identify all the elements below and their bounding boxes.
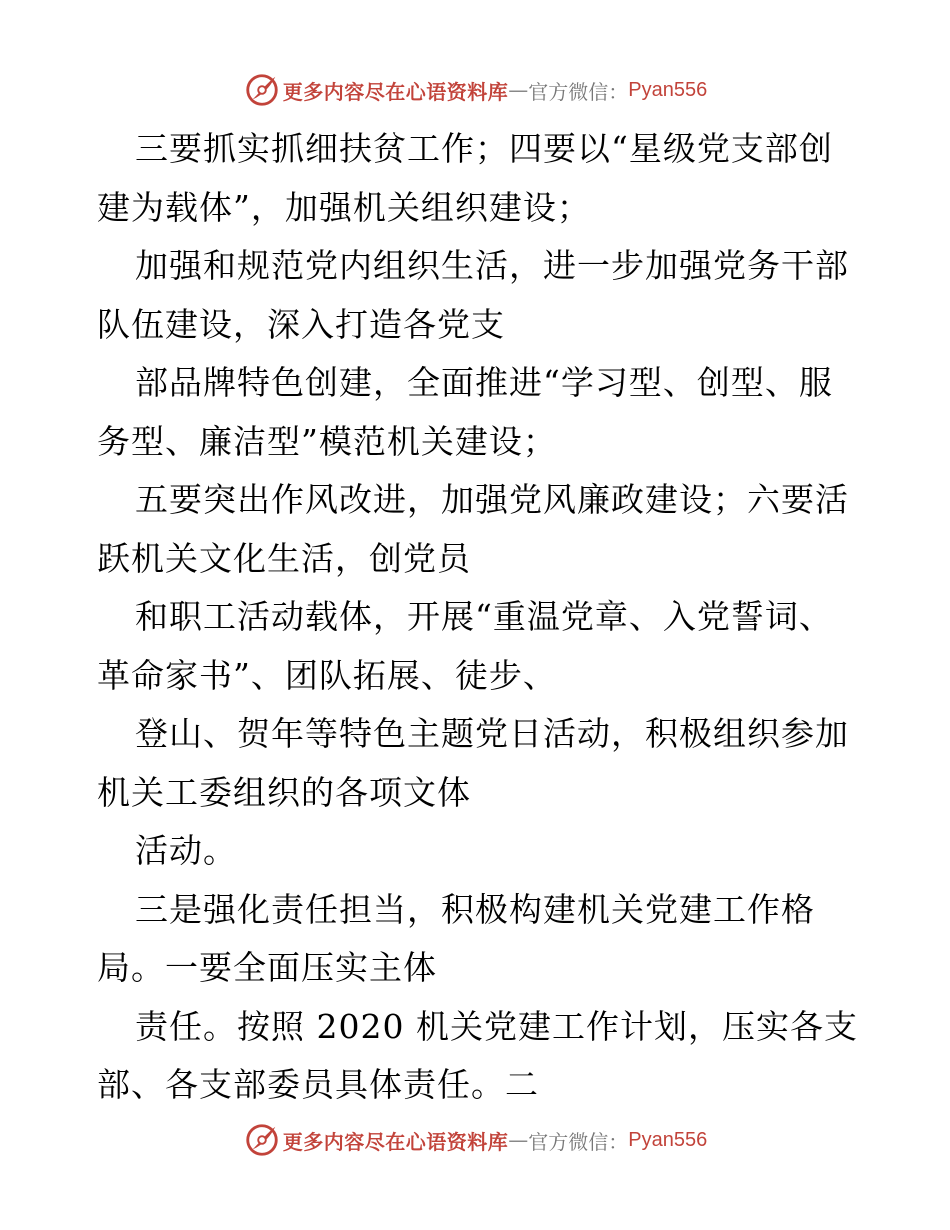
text-line: 三是强化责任担当，积极构建机关党建工作格 <box>135 889 815 929</box>
text-line: 五要突出作风改进，加强党风廉政建设；六要活 <box>135 480 849 519</box>
text-line: 活动。 <box>135 831 237 870</box>
text-line: 局。一要全面压实主体 <box>97 948 437 987</box>
watermark-brand-text: 更多内容尽在心语资料库 <box>282 79 509 104</box>
watermark-label: 官方微信： <box>528 1129 629 1154</box>
watermark-wechat-id: Pyan556 <box>628 78 708 101</box>
document-body <box>97 120 857 1115</box>
watermark-banner-top <box>0 70 950 110</box>
text-line: 队伍建设，深入打造各党支 <box>97 304 505 344</box>
text-line: 务型、廉洁型”模范机关建设； <box>97 421 557 461</box>
watermark-separator: — <box>508 1128 529 1152</box>
text-line: 机关工委组织的各项文体 <box>97 772 471 812</box>
watermark-label: 官方微信： <box>528 79 629 104</box>
text-line: 三要抓实抓细扶贫工作；四要以“星级党支部创 <box>135 129 833 168</box>
text-line: 和职工活动载体，开展“重温党章、入党誓词、 <box>135 597 833 636</box>
watermark-separator: — <box>508 78 529 102</box>
quill-logo-icon <box>243 71 281 109</box>
text-line: 部、各支部委员具体责任。二 <box>97 1065 539 1104</box>
quill-logo-icon <box>243 1121 281 1159</box>
watermark-banner-bottom <box>0 1120 950 1160</box>
text-line: 部品牌特色创建，全面推进“学习型、创型、服 <box>135 363 833 402</box>
text-line: 跃机关文化生活，创党员 <box>97 538 471 578</box>
text-line: 加强和规范党内组织生活，进一步加强党务干部 <box>135 246 849 285</box>
text-line: 登山、贺年等特色主题党日活动，积极组织参加 <box>135 714 849 753</box>
text-line: 革命家书”、团队拓展、徒步、 <box>97 655 557 695</box>
watermark-wechat-id: Pyan556 <box>628 1128 708 1151</box>
watermark-brand-text: 更多内容尽在心语资料库 <box>282 1129 509 1154</box>
text-line: 责任。按照 2020 机关党建工作计划，压实各支 <box>135 1006 858 1046</box>
text-line: 建为载体”，加强机关组织建设； <box>97 187 591 227</box>
